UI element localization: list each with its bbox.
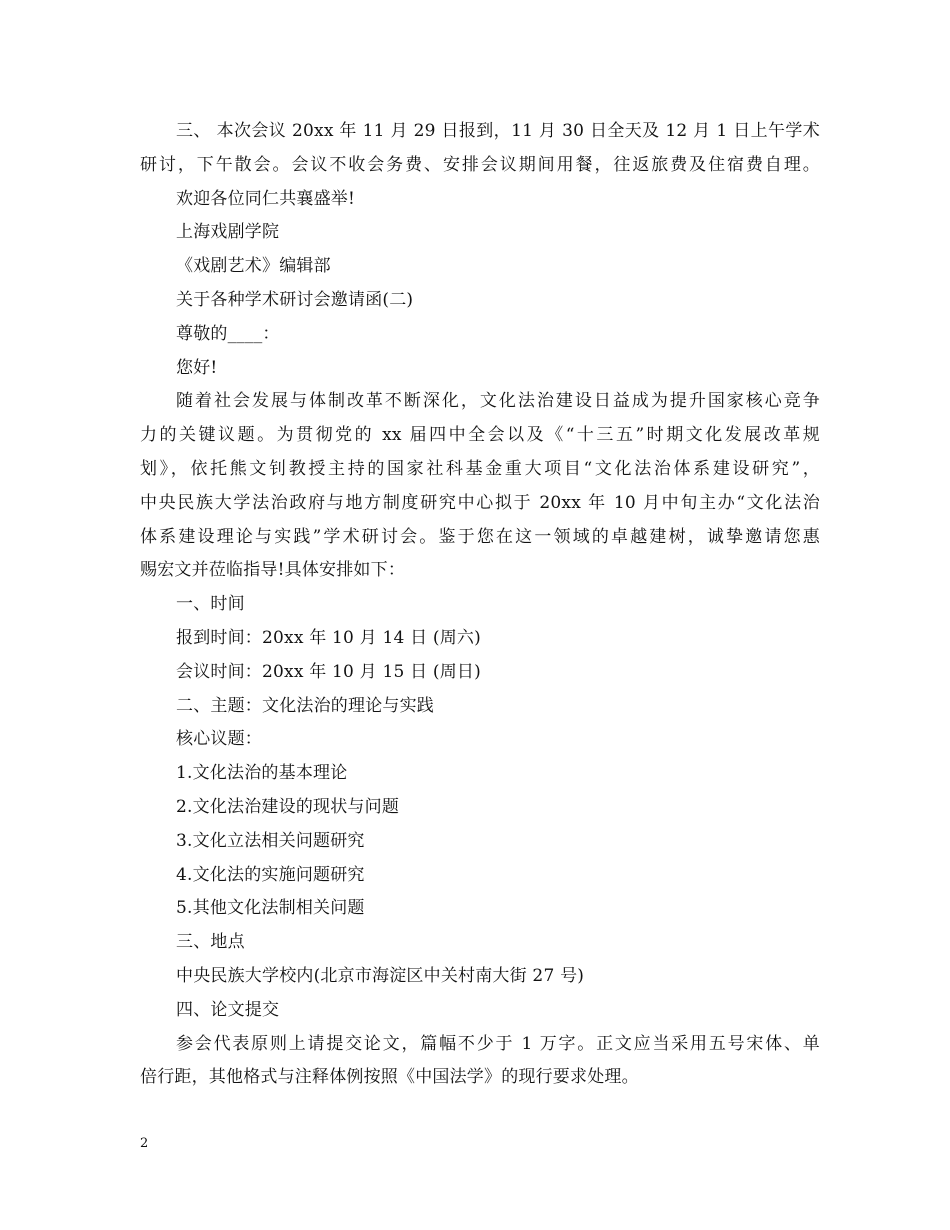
paragraph-line: 力的关键议题。为贯彻党的 xx 届四中全会以及《“十三五”时期文化发展改革规: [140, 425, 820, 446]
document-body: [140, 115, 820, 1095]
paragraph-line: 欢迎各位同仁共襄盛举!: [176, 188, 356, 209]
list-item: 1.文化法治的基本理论: [176, 763, 348, 784]
paragraph-line: 赐宏文并莅临指导!具体安排如下：: [140, 560, 406, 581]
paragraph-line: 参会代表原则上请提交论文，篇幅不少于 1 万字。正文应当采用五号宋体、单: [176, 1033, 820, 1054]
paragraph-line: 中央民族大学法治政府与地方制度研究中心拟于 20xx 年 10 月中旬主办“文化法治: [140, 492, 820, 513]
paragraph-line: 体系建设理论与实践”学术研讨会。鉴于您在这一领域的卓越建树，诚挚邀请您惠: [140, 526, 820, 547]
paragraph-line: 划》，依托熊文钊教授主持的国家社科基金重大项目“文化法治体系建设研究”，: [140, 458, 820, 479]
section-title: 关于各种学术研讨会邀请函(二): [176, 289, 414, 310]
page-number: 2: [140, 1136, 149, 1151]
heading-line: 四、论文提交: [176, 999, 280, 1020]
signature-line: 上海戏剧学院: [176, 222, 280, 243]
paragraph-line: 三、 本次会议 20xx 年 11 月 29 日报到，11 月 30 日全天及 12 月 1 日上午学术: [176, 121, 820, 141]
address-line: 中央民族大学校内(北京市海淀区中关村南大街 27 号): [176, 965, 585, 986]
heading-line: 二、主题：文化法治的理论与实践: [176, 695, 434, 716]
list-item: 3.文化立法相关问题研究: [176, 830, 365, 851]
paragraph-line: 随着社会发展与体制改革不断深化，文化法治建设日益成为提升国家核心竞争: [176, 391, 820, 412]
heading-line: 三、地点: [176, 932, 245, 953]
list-item: 2.文化法治建设的现状与问题: [176, 796, 400, 817]
list-item: 5.其他文化法制相关问题: [176, 898, 365, 919]
greeting-line: 您好!: [176, 357, 218, 378]
heading-line: 一、时间: [176, 594, 245, 615]
schedule-line: 会议时间：20xx 年 10 月 15 日 (周日): [176, 661, 481, 682]
paragraph-line: 研讨，下午散会。会议不收会务费、安排会议期间用餐，往返旅费及住宿费自理。: [140, 154, 820, 175]
heading-line: 核心议题：: [176, 729, 262, 750]
salutation-line: 尊敬的____：: [176, 323, 280, 344]
list-item: 4.文化法的实施问题研究: [176, 864, 365, 885]
schedule-line: 报到时间：20xx 年 10 月 14 日 (周六): [176, 627, 481, 648]
paragraph-line: 倍行距，其他格式与注释体例按照《中国法学》的现行要求处理。: [140, 1067, 639, 1088]
signature-line: 《戏剧艺术》编辑部: [176, 256, 331, 277]
